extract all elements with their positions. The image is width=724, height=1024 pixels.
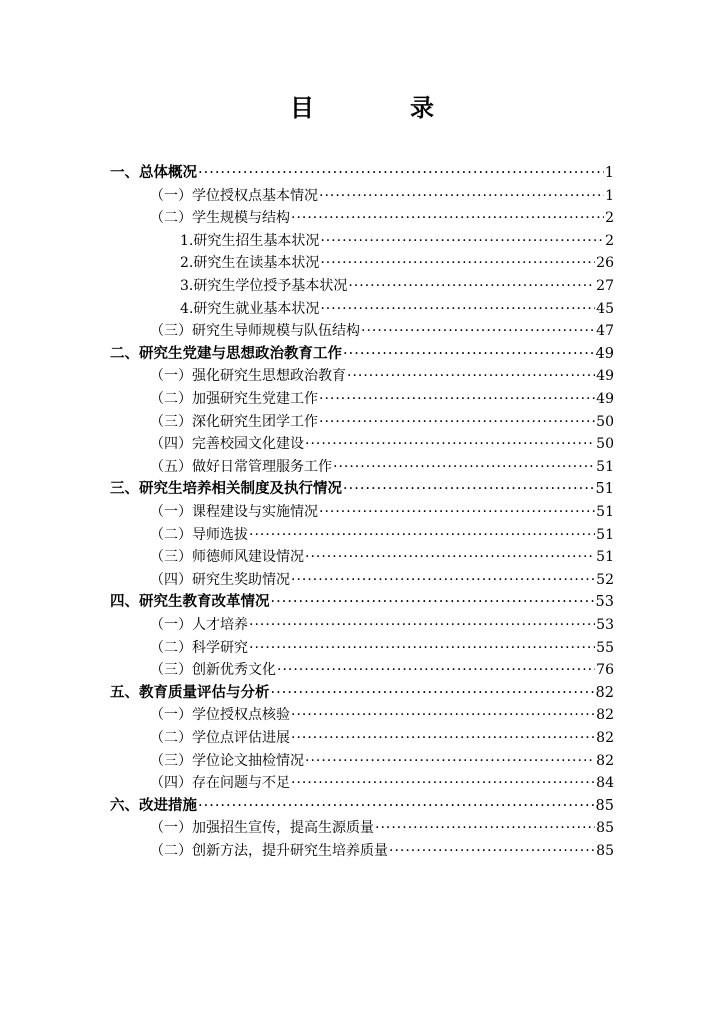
toc-entry-text: （三）研究生导师规模与队伍结构 bbox=[150, 323, 360, 340]
toc-page-number: 51 bbox=[596, 526, 614, 543]
toc-entry[interactable] bbox=[110, 478, 614, 500]
toc-page-number: 51 bbox=[595, 481, 614, 498]
toc-entry-text: 六、改进措施 bbox=[110, 796, 197, 814]
toc-entry-text: 一、总体概况 bbox=[110, 164, 197, 181]
toc-entry[interactable] bbox=[150, 727, 614, 749]
toc-entry[interactable] bbox=[180, 298, 614, 320]
toc-entry[interactable] bbox=[110, 591, 614, 613]
toc-entry[interactable] bbox=[150, 750, 614, 772]
toc-page-number: 82 bbox=[596, 730, 614, 746]
toc-entry[interactable] bbox=[150, 456, 614, 478]
toc-page-number: 51 bbox=[596, 549, 614, 566]
toc-dot-leader bbox=[277, 659, 595, 681]
toc-entry-text: （四）完善校园文化建设 bbox=[150, 436, 304, 453]
toc-entry-text: （三）深化研究生团学工作 bbox=[150, 413, 318, 430]
toc-page-number: 82 bbox=[596, 707, 614, 724]
toc-entry-text: （二）学位点评估进展 bbox=[150, 730, 290, 746]
toc-entry-text: （一）加强招生宣传，提高生源质量 bbox=[150, 820, 374, 837]
toc-dot-leader bbox=[291, 569, 595, 591]
toc-dot-leader bbox=[319, 185, 604, 207]
toc-entry[interactable] bbox=[150, 411, 614, 433]
toc-page-number: 51 bbox=[596, 458, 614, 475]
toc-page-number: 1 bbox=[605, 187, 614, 204]
toc-entry[interactable] bbox=[180, 275, 614, 297]
toc-dot-leader bbox=[347, 365, 595, 387]
toc-entry[interactable] bbox=[150, 546, 614, 568]
toc-page-number: 52 bbox=[596, 571, 614, 588]
toc-dot-leader bbox=[361, 320, 595, 342]
toc-dot-leader bbox=[198, 162, 604, 184]
toc-entry[interactable] bbox=[180, 252, 614, 274]
toc-page-number: 50 bbox=[596, 413, 614, 430]
toc-page-number: 82 bbox=[596, 752, 614, 769]
toc-entry-text: 1.研究生招生基本状况 bbox=[180, 232, 320, 249]
toc-entry-text: （二）加强研究生党建工作 bbox=[150, 391, 318, 407]
toc-entry-text: 3.研究生学位授予基本状况 bbox=[180, 278, 348, 294]
toc-page-number: 55 bbox=[596, 639, 614, 656]
toc-entry[interactable] bbox=[150, 185, 614, 207]
toc-page-number: 85 bbox=[596, 820, 614, 837]
toc-entry-text: （三）创新优秀文化 bbox=[150, 662, 276, 679]
toc-dot-leader bbox=[348, 275, 595, 297]
toc-page-number: 82 bbox=[595, 684, 614, 701]
toc-page-number: 49 bbox=[595, 345, 614, 362]
toc-entry[interactable] bbox=[150, 637, 614, 659]
toc-entry-text: 2.研究生在读基本状况 bbox=[180, 255, 320, 272]
toc-dot-leader bbox=[305, 546, 595, 568]
toc-page-number: 26 bbox=[596, 255, 614, 272]
toc-dot-leader bbox=[249, 524, 595, 546]
toc-entry-text: 五、教育质量评估与分析 bbox=[110, 683, 270, 701]
toc-page-number: 85 bbox=[596, 843, 614, 859]
toc-dot-leader bbox=[319, 501, 595, 523]
toc-entry[interactable] bbox=[110, 682, 614, 704]
toc-page-number: 76 bbox=[596, 662, 614, 679]
toc-dot-leader bbox=[305, 750, 595, 772]
toc-entry-text: （五）做好日常管理服务工作 bbox=[150, 458, 332, 475]
toc-entry[interactable] bbox=[150, 320, 614, 342]
toc-dot-leader bbox=[291, 704, 595, 726]
toc-page-number: 49 bbox=[596, 391, 614, 407]
toc-page-number: 2 bbox=[605, 232, 614, 249]
toc-entry-text: 二、研究生党建与思想政治教育工作 bbox=[110, 344, 342, 362]
toc-dot-leader bbox=[271, 682, 595, 704]
toc-entry[interactable] bbox=[150, 772, 614, 794]
toc-dot-leader bbox=[291, 727, 595, 749]
toc-entry-text: （一）人才培养 bbox=[150, 617, 248, 633]
toc-entry-text: （一）强化研究生思想政治教育 bbox=[150, 368, 346, 385]
toc-entry[interactable] bbox=[150, 524, 614, 546]
toc-page-number: 2 bbox=[605, 210, 614, 227]
toc-page-number: 27 bbox=[596, 278, 614, 294]
toc-entry-text: （二）科学研究 bbox=[150, 639, 248, 656]
toc-entry-text: （二）导师选拔 bbox=[150, 526, 248, 543]
toc-page-number: 51 bbox=[596, 504, 614, 520]
toc-dot-leader bbox=[343, 478, 595, 500]
toc-dot-leader bbox=[343, 343, 595, 365]
toc-entry-text: 4.研究生就业基本状况 bbox=[180, 300, 320, 317]
toc-entry-text: （一）学位授权点基本情况 bbox=[150, 187, 318, 204]
toc-dot-leader bbox=[305, 433, 595, 455]
toc-entry[interactable] bbox=[150, 569, 614, 591]
toc-page-number: 1 bbox=[604, 165, 614, 181]
toc-entry[interactable] bbox=[150, 365, 614, 387]
toc-dot-leader bbox=[249, 614, 595, 636]
toc-page-number: 84 bbox=[596, 775, 614, 792]
toc-entry[interactable] bbox=[110, 162, 614, 184]
toc-page-number: 50 bbox=[596, 436, 614, 453]
toc-entry-text: 三、研究生培养相关制度及执行情况 bbox=[110, 480, 342, 498]
toc-entry[interactable] bbox=[150, 840, 614, 862]
toc-dot-leader bbox=[375, 817, 595, 839]
toc-page-number: 49 bbox=[596, 368, 614, 385]
toc-dot-leader bbox=[320, 252, 595, 274]
toc-dot-leader bbox=[291, 772, 595, 794]
toc-entry[interactable] bbox=[150, 501, 614, 523]
toc-entry[interactable] bbox=[180, 230, 614, 252]
toc-page-number: 53 bbox=[595, 594, 614, 611]
toc-entry-text: （二）学生规模与结构 bbox=[150, 210, 290, 227]
toc-entry[interactable] bbox=[110, 795, 614, 817]
page-title: 目 录 bbox=[290, 93, 470, 122]
toc-page-number: 47 bbox=[596, 323, 614, 340]
toc-dot-leader bbox=[333, 456, 595, 478]
toc-entry-text: （三）师德师风建设情况 bbox=[150, 549, 304, 566]
toc-entry-text: （一）课程建设与实施情况 bbox=[150, 504, 318, 520]
toc-entry[interactable] bbox=[150, 433, 614, 455]
toc-entry-text: （四）研究生奖助情况 bbox=[150, 571, 290, 588]
toc-dot-leader bbox=[320, 230, 604, 252]
toc-dot-leader bbox=[319, 411, 595, 433]
toc-entry[interactable] bbox=[150, 207, 614, 229]
toc-dot-leader bbox=[319, 388, 595, 410]
toc-dot-leader bbox=[249, 637, 595, 659]
toc-dot-leader bbox=[320, 298, 595, 320]
toc-entry[interactable] bbox=[150, 388, 614, 410]
toc-dot-leader bbox=[291, 207, 604, 229]
toc-entry-text: （三）学位论文抽检情况 bbox=[150, 752, 304, 769]
toc-entry-text: 四、研究生教育改革情况 bbox=[110, 593, 270, 611]
toc-entry[interactable] bbox=[150, 704, 614, 726]
toc-entry-text: （二）创新方法，提升研究生培养质量 bbox=[150, 843, 388, 859]
toc-entry[interactable] bbox=[150, 659, 614, 681]
toc-entry[interactable] bbox=[150, 614, 614, 636]
toc-entry[interactable] bbox=[150, 817, 614, 839]
toc-page-number: 85 bbox=[595, 797, 614, 814]
toc-dot-leader bbox=[389, 840, 595, 862]
toc-entry[interactable] bbox=[110, 343, 614, 365]
toc-page-number: 45 bbox=[596, 300, 614, 317]
toc-page-number: 53 bbox=[596, 617, 614, 633]
toc-dot-leader bbox=[271, 591, 595, 613]
toc-dot-leader bbox=[198, 795, 595, 817]
toc-entry-text: （一）学位授权点核验 bbox=[150, 707, 290, 724]
toc-entry-text: （四）存在问题与不足 bbox=[150, 775, 290, 792]
